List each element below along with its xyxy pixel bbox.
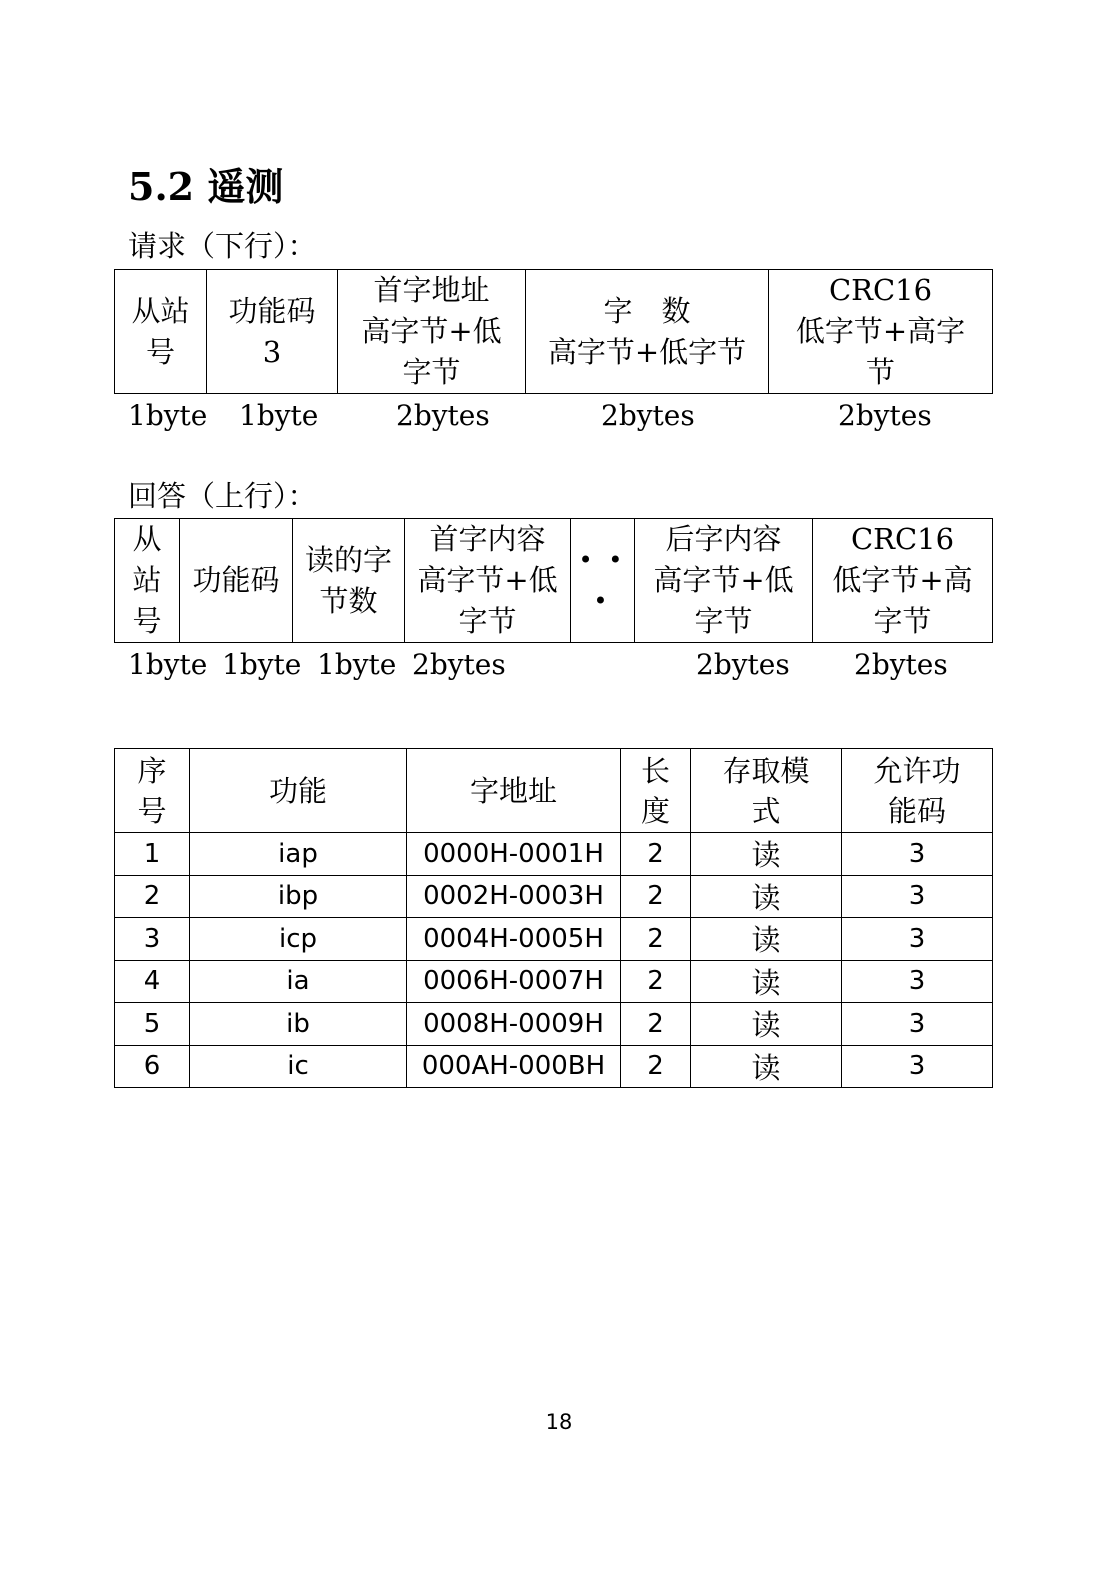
header-function-code: 允许功 能码 <box>842 749 993 833</box>
response-size-6: 2bytes <box>854 648 948 681</box>
page-number: 18 <box>545 1410 573 1434</box>
row-index: 2 <box>115 875 190 918</box>
response-cell-function: 功能码 <box>180 519 293 643</box>
row-address: 0006H-0007H <box>407 960 621 1003</box>
request-cell-slave: 从站 号 <box>115 270 207 394</box>
row-length: 2 <box>621 1003 691 1046</box>
row-index: 3 <box>115 918 190 961</box>
row-function-code: 3 <box>842 960 993 1003</box>
row-address: 0002H-0003H <box>407 875 621 918</box>
row-length: 2 <box>621 833 691 876</box>
table-row <box>115 918 993 961</box>
row-access-mode: 读 <box>691 1003 842 1046</box>
response-size-4: 2bytes <box>412 648 506 681</box>
row-function: ic <box>190 1045 407 1088</box>
row-function: ib <box>190 1003 407 1046</box>
table-row <box>115 960 993 1003</box>
request-label: 请求（下行）： <box>128 229 317 263</box>
row-function-code: 3 <box>842 1003 993 1046</box>
request-cell-function: 功能码 3 <box>207 270 338 394</box>
request-size-3: 2bytes <box>396 399 490 432</box>
row-length: 2 <box>621 960 691 1003</box>
header-access-mode: 存取模 式 <box>691 749 842 833</box>
row-access-mode: 读 <box>691 833 842 876</box>
header-address: 字地址 <box>407 749 621 833</box>
row-access-mode: 读 <box>691 875 842 918</box>
row-function-code: 3 <box>842 833 993 876</box>
register-table <box>114 748 993 1088</box>
request-cell-word-count: 字 数 高字节+低字节 <box>526 270 769 394</box>
request-frame-table <box>114 269 993 394</box>
header-function: 功能 <box>190 749 407 833</box>
response-cell-first-content: 首字内容 高字节+低 字节 <box>405 519 571 643</box>
row-index: 6 <box>115 1045 190 1088</box>
response-cell-byte-count: 读的字 节数 <box>293 519 405 643</box>
row-function: icp <box>190 918 407 961</box>
register-table-header <box>115 749 993 833</box>
row-function: ibp <box>190 875 407 918</box>
response-cell-slave: 从 站 号 <box>115 519 180 643</box>
header-length: 长 度 <box>621 749 691 833</box>
table-row <box>115 1003 993 1046</box>
response-size-1: 1byte <box>128 648 208 681</box>
row-function: iap <box>190 833 407 876</box>
row-access-mode: 读 <box>691 1045 842 1088</box>
request-size-4: 2bytes <box>601 399 695 432</box>
response-cell-last-content: 后字内容 高字节+低 字节 <box>635 519 813 643</box>
response-size-5: 2bytes <box>696 648 790 681</box>
row-address: 0000H-0001H <box>407 833 621 876</box>
row-index: 5 <box>115 1003 190 1046</box>
row-address: 0004H-0005H <box>407 918 621 961</box>
table-row <box>115 833 993 876</box>
row-function-code: 3 <box>842 918 993 961</box>
response-frame-table <box>114 518 993 643</box>
request-size-1: 1byte <box>128 399 208 432</box>
row-index: 1 <box>115 833 190 876</box>
header-index: 序 号 <box>115 749 190 833</box>
response-cell-ellipsis: • • • <box>571 519 635 643</box>
row-length: 2 <box>621 918 691 961</box>
table-row <box>115 1045 993 1088</box>
row-address: 000AH-000BH <box>407 1045 621 1088</box>
request-cell-start-address: 首字地址 高字节+低 字节 <box>338 270 526 394</box>
section-heading <box>128 162 283 212</box>
row-function-code: 3 <box>842 1045 993 1088</box>
response-size-3: 1byte <box>317 648 397 681</box>
section-title: 遥测 <box>207 164 284 209</box>
row-length: 2 <box>621 1045 691 1088</box>
request-cell-crc: CRC16 低字节+高字 节 <box>769 270 993 394</box>
row-index: 4 <box>115 960 190 1003</box>
section-number: 5.2 <box>128 164 195 209</box>
row-function-code: 3 <box>842 875 993 918</box>
response-size-2: 1byte <box>222 648 302 681</box>
row-access-mode: 读 <box>691 960 842 1003</box>
row-address: 0008H-0009H <box>407 1003 621 1046</box>
row-access-mode: 读 <box>691 918 842 961</box>
response-label: 回答（上行）： <box>128 479 317 513</box>
row-length: 2 <box>621 875 691 918</box>
row-function: ia <box>190 960 407 1003</box>
response-cell-crc: CRC16 低字节+高 字节 <box>813 519 993 643</box>
request-size-5: 2bytes <box>838 399 932 432</box>
request-size-2: 1byte <box>239 399 319 432</box>
table-row <box>115 875 993 918</box>
